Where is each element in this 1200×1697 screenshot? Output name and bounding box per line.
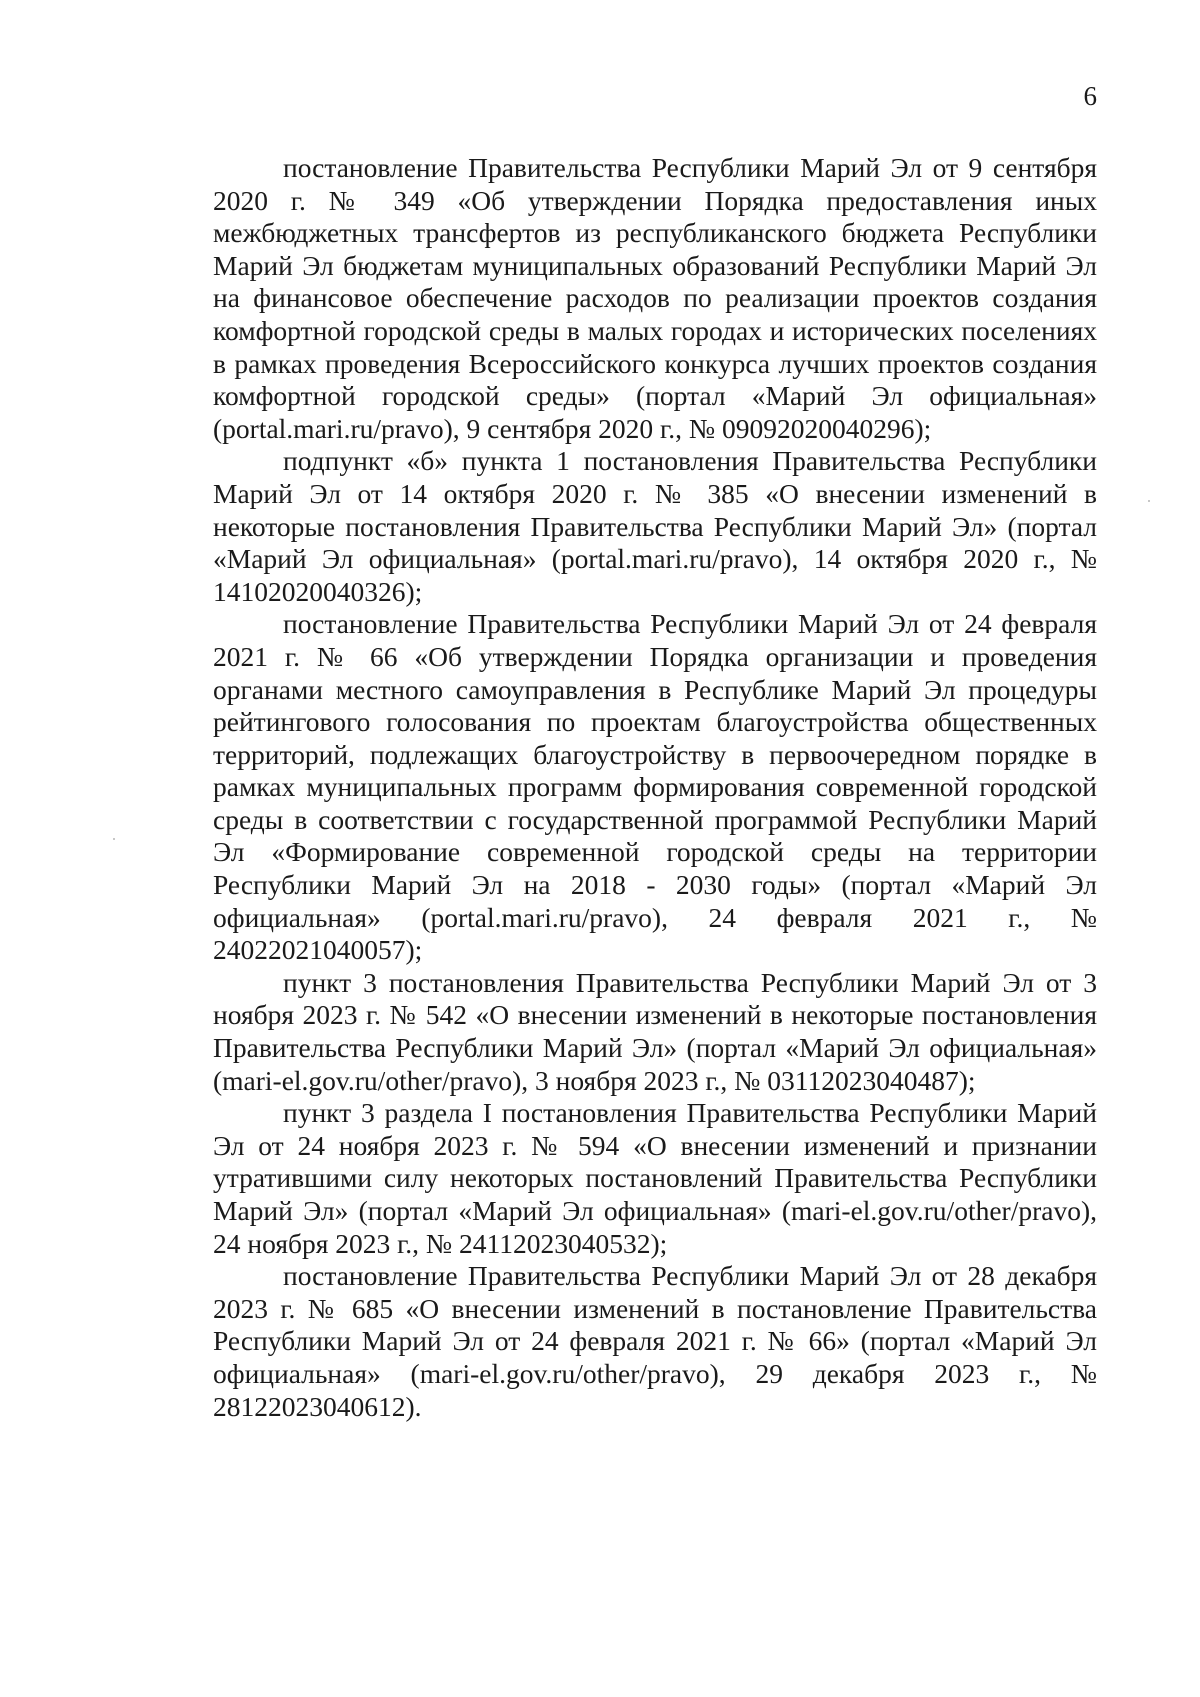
page-number: 6 bbox=[1083, 81, 1097, 111]
document-body bbox=[213, 152, 1097, 1423]
scan-speck bbox=[113, 838, 115, 840]
paragraph-5: пункт 3 раздела I постановления Правительства Республики Марий Эл от 24 ноября 2023 г. № 594 «О внесении изменений и признании утратившими силу некоторых постановлений Правительства Республики Марий Эл» (портал «Марий Эл официальная» (mari-el.gov.ru/other/pravo), 24 ноября 2023 г., № 24112023040532); bbox=[213, 1097, 1097, 1259]
paragraph-1: постановление Правительства Республики Марий Эл от 9 сентября 2020 г. № 349 «Об утверждении Порядка предоставления иных межбюджетных трансфертов из республиканского бюджета Республики Марий Эл бюджетам муниципальных образований Республики Марий Эл на финансовое обеспечение расходов по реализации проектов создания комфортной городской среды в малых городах и исторических поселениях в рамках проведения Всероссийского конкурса лучших проектов создания комфортной городской среды» (портал «Марий Эл официальная» (portal.mari.ru/pravo), 9 сентября 2020 г., № 09092020040296); bbox=[213, 152, 1097, 444]
paragraph-3: постановление Правительства Республики Марий Эл от 24 февраля 2021 г. № 66 «Об утверждении Порядка организации и проведения органами местного самоуправления в Республике Марий Эл процедуры рейтингового голосования по проектам благоустройства общественных территорий, подлежащих благоустройству в первоочередном порядке в рамках муниципальных программ формирования современной городской среды в соответствии с государственной программой Республики Марий Эл «Формирование современной городской среды на территории Республики Марий Эл на 2018 - 2030 годы» (портал «Марий Эл официальная» (portal.mari.ru/pravo), 24 февраля 2021 г., № 24022021040057); bbox=[213, 608, 1097, 966]
paragraph-2: подпункт «б» пункта 1 постановления Правительства Республики Марий Эл от 14 октября 2020 г. № 385 «О внесении изменений в некоторые постановления Правительства Республики Марий Эл» (портал «Марий Эл официальная» (portal.mari.ru/pravo), 14 октября 2020 г., № 14102020040326); bbox=[213, 445, 1097, 607]
paragraph-6: постановление Правительства Республики Марий Эл от 28 декабря 2023 г. № 685 «О внесении изменений в постановление Правительства Республики Марий Эл от 24 февраля 2021 г. № 66» (портал «Марий Эл официальная» (mari-el.gov.ru/other/pravo), 29 декабря 2023 г., № 28122023040612). bbox=[213, 1260, 1097, 1422]
scan-speck bbox=[1148, 500, 1150, 502]
paragraph-4: пункт 3 постановления Правительства Республики Марий Эл от 3 ноября 2023 г. № 542 «О внесении изменений в некоторые постановления Правительства Республики Марий Эл» (портал «Марий Эл официальная» (mari-el.gov.ru/other/pravo), 3 ноября 2023 г., № 03112023040487); bbox=[213, 966, 1097, 1096]
